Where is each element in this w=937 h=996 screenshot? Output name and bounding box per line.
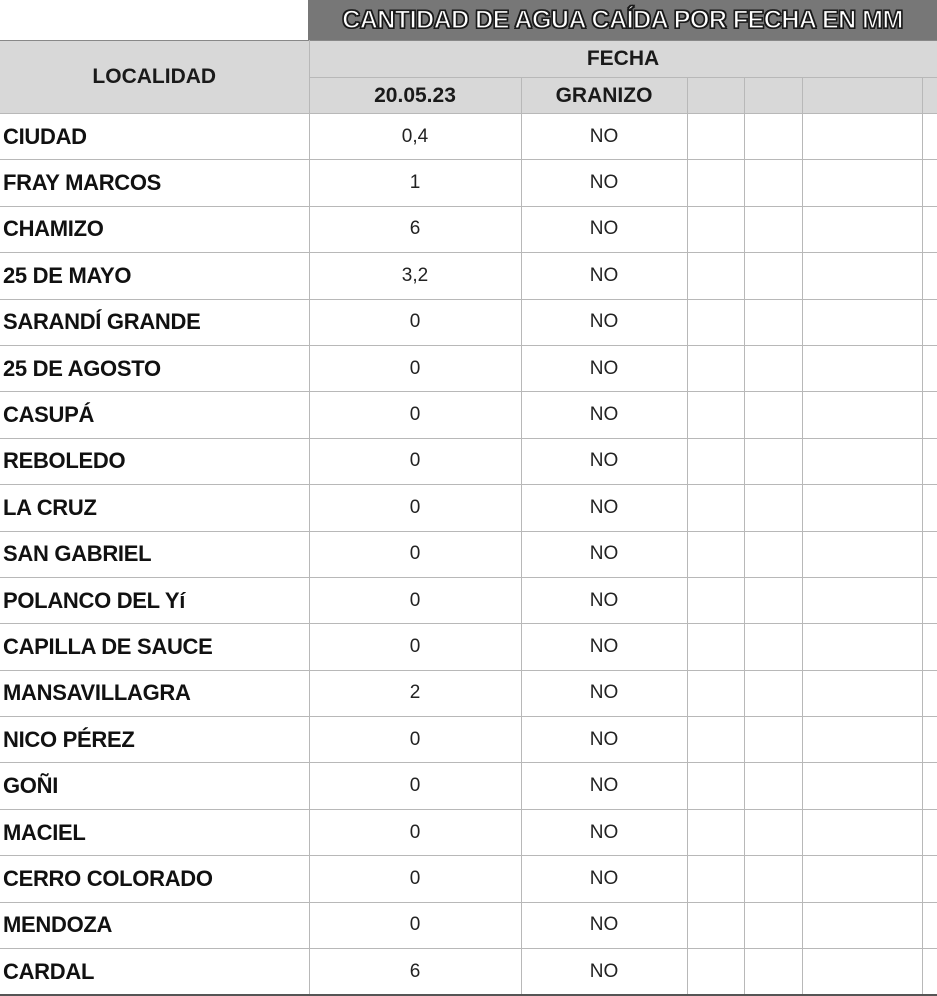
header-row-1: [0, 41, 937, 78]
empty-cell: [922, 763, 937, 809]
empty-cell: [802, 856, 922, 902]
empty-cell: [802, 206, 922, 252]
hail-cell: NO: [521, 206, 687, 252]
hail-header: GRANIZO: [521, 78, 687, 114]
table-row: [0, 763, 937, 809]
empty-cell: [744, 809, 802, 855]
empty-cell: [922, 299, 937, 345]
empty-cell: [687, 949, 744, 996]
rainfall-mm-cell: 0: [309, 624, 521, 670]
rainfall-table: [0, 40, 937, 996]
empty-cell: [744, 763, 802, 809]
rainfall-mm-cell: 1: [309, 160, 521, 206]
hail-cell: NO: [521, 392, 687, 438]
empty-cell: [802, 299, 922, 345]
locality-cell: POLANCO DEL Yí: [0, 577, 309, 623]
hail-cell: NO: [521, 114, 687, 160]
empty-cell: [922, 809, 937, 855]
locality-cell: SAN GABRIEL: [0, 531, 309, 577]
empty-header-cell: [744, 78, 802, 114]
empty-cell: [922, 717, 937, 763]
rainfall-mm-cell: 0: [309, 809, 521, 855]
empty-cell: [744, 253, 802, 299]
empty-cell: [922, 160, 937, 206]
empty-cell: [922, 253, 937, 299]
hail-cell: NO: [521, 809, 687, 855]
empty-cell: [922, 531, 937, 577]
empty-cell: [744, 902, 802, 948]
table-row: [0, 485, 937, 531]
empty-cell: [687, 717, 744, 763]
empty-cell: [744, 717, 802, 763]
empty-cell: [922, 670, 937, 716]
rainfall-mm-cell: 0: [309, 345, 521, 391]
empty-cell: [687, 670, 744, 716]
hail-cell: NO: [521, 438, 687, 484]
empty-cell: [744, 392, 802, 438]
empty-cell: [802, 160, 922, 206]
rainfall-mm-cell: 0: [309, 531, 521, 577]
table-row: [0, 438, 937, 484]
hail-cell: NO: [521, 577, 687, 623]
empty-cell: [922, 949, 937, 996]
locality-cell: MANSAVILLAGRA: [0, 670, 309, 716]
empty-cell: [802, 531, 922, 577]
empty-cell: [687, 902, 744, 948]
empty-cell: [744, 114, 802, 160]
empty-cell: [687, 763, 744, 809]
empty-cell: [922, 206, 937, 252]
empty-cell: [687, 345, 744, 391]
locality-cell: CERRO COLORADO: [0, 856, 309, 902]
rainfall-mm-cell: 0: [309, 299, 521, 345]
empty-cell: [802, 345, 922, 391]
table-row: [0, 160, 937, 206]
empty-cell: [687, 160, 744, 206]
locality-cell: REBOLEDO: [0, 438, 309, 484]
empty-cell: [922, 345, 937, 391]
hail-cell: NO: [521, 949, 687, 996]
empty-cell: [922, 485, 937, 531]
empty-cell: [687, 531, 744, 577]
locality-cell: CIUDAD: [0, 114, 309, 160]
empty-cell: [687, 485, 744, 531]
rainfall-mm-cell: 0: [309, 763, 521, 809]
rainfall-mm-cell: 3,2: [309, 253, 521, 299]
empty-cell: [922, 856, 937, 902]
empty-cell: [687, 206, 744, 252]
empty-cell: [922, 577, 937, 623]
empty-cell: [687, 114, 744, 160]
locality-cell: CAPILLA DE SAUCE: [0, 624, 309, 670]
empty-cell: [744, 624, 802, 670]
empty-cell: [744, 485, 802, 531]
empty-cell: [802, 114, 922, 160]
table-row: [0, 717, 937, 763]
rainfall-mm-cell: 0: [309, 856, 521, 902]
table-row: [0, 670, 937, 716]
rainfall-mm-cell: 0: [309, 717, 521, 763]
empty-header-cell: [802, 78, 922, 114]
empty-cell: [802, 949, 922, 996]
empty-cell: [744, 438, 802, 484]
table-row: [0, 392, 937, 438]
empty-cell: [744, 345, 802, 391]
hail-cell: NO: [521, 856, 687, 902]
table-row: [0, 345, 937, 391]
rainfall-mm-cell: 0,4: [309, 114, 521, 160]
empty-cell: [922, 624, 937, 670]
hail-cell: NO: [521, 160, 687, 206]
locality-cell: FRAY MARCOS: [0, 160, 309, 206]
rainfall-mm-cell: 2: [309, 670, 521, 716]
empty-cell: [744, 577, 802, 623]
date-group-header: FECHA: [309, 41, 937, 78]
sheet-title: CANTIDAD DE AGUA CAÍDA POR FECHA EN MM: [342, 5, 903, 34]
hail-cell: NO: [521, 717, 687, 763]
empty-cell: [687, 856, 744, 902]
table-row: [0, 206, 937, 252]
table-body: [0, 114, 937, 996]
hail-cell: NO: [521, 624, 687, 670]
hail-cell: NO: [521, 763, 687, 809]
empty-cell: [687, 809, 744, 855]
empty-cell: [802, 253, 922, 299]
table-row: [0, 253, 937, 299]
locality-cell: CARDAL: [0, 949, 309, 996]
table-row: [0, 624, 937, 670]
rainfall-mm-cell: 6: [309, 949, 521, 996]
empty-cell: [802, 392, 922, 438]
empty-cell: [687, 299, 744, 345]
hail-cell: NO: [521, 902, 687, 948]
hail-cell: NO: [521, 299, 687, 345]
empty-cell: [744, 206, 802, 252]
empty-cell: [802, 902, 922, 948]
empty-cell: [802, 438, 922, 484]
empty-cell: [744, 670, 802, 716]
table-row: [0, 902, 937, 948]
hail-cell: NO: [521, 531, 687, 577]
empty-cell: [802, 670, 922, 716]
table-row: [0, 809, 937, 855]
empty-cell: [687, 577, 744, 623]
empty-cell: [802, 624, 922, 670]
empty-cell: [922, 392, 937, 438]
empty-cell: [802, 809, 922, 855]
locality-cell: LA CRUZ: [0, 485, 309, 531]
rainfall-mm-cell: 0: [309, 577, 521, 623]
hail-cell: NO: [521, 485, 687, 531]
empty-cell: [687, 624, 744, 670]
table-row: [0, 531, 937, 577]
hail-cell: NO: [521, 253, 687, 299]
table-row: [0, 114, 937, 160]
empty-cell: [744, 160, 802, 206]
rainfall-mm-cell: 6: [309, 206, 521, 252]
empty-cell: [922, 902, 937, 948]
locality-cell: 25 DE MAYO: [0, 253, 309, 299]
hail-cell: NO: [521, 670, 687, 716]
locality-cell: GOÑI: [0, 763, 309, 809]
locality-header: LOCALIDAD: [0, 41, 309, 114]
empty-cell: [922, 438, 937, 484]
empty-cell: [802, 763, 922, 809]
empty-header-cell: [922, 78, 937, 114]
empty-cell: [744, 531, 802, 577]
rainfall-mm-cell: 0: [309, 392, 521, 438]
locality-cell: MACIEL: [0, 809, 309, 855]
rainfall-mm-cell: 0: [309, 902, 521, 948]
empty-cell: [802, 485, 922, 531]
locality-cell: 25 DE AGOSTO: [0, 345, 309, 391]
date-header: 20.05.23: [309, 78, 521, 114]
table-row: [0, 856, 937, 902]
locality-cell: CASUPÁ: [0, 392, 309, 438]
empty-cell: [687, 253, 744, 299]
empty-cell: [687, 438, 744, 484]
empty-cell: [802, 577, 922, 623]
empty-cell: [744, 299, 802, 345]
locality-cell: NICO PÉREZ: [0, 717, 309, 763]
table-row: [0, 299, 937, 345]
table-row: [0, 577, 937, 623]
empty-cell: [802, 717, 922, 763]
empty-cell: [922, 114, 937, 160]
empty-header-cell: [687, 78, 744, 114]
rainfall-mm-cell: 0: [309, 485, 521, 531]
hail-cell: NO: [521, 345, 687, 391]
empty-cell: [687, 392, 744, 438]
empty-cell: [744, 949, 802, 996]
locality-cell: MENDOZA: [0, 902, 309, 948]
rainfall-mm-cell: 0: [309, 438, 521, 484]
locality-cell: SARANDÍ GRANDE: [0, 299, 309, 345]
table-row: [0, 949, 937, 996]
empty-cell: [744, 856, 802, 902]
locality-cell: CHAMIZO: [0, 206, 309, 252]
title-bar: [308, 0, 937, 40]
